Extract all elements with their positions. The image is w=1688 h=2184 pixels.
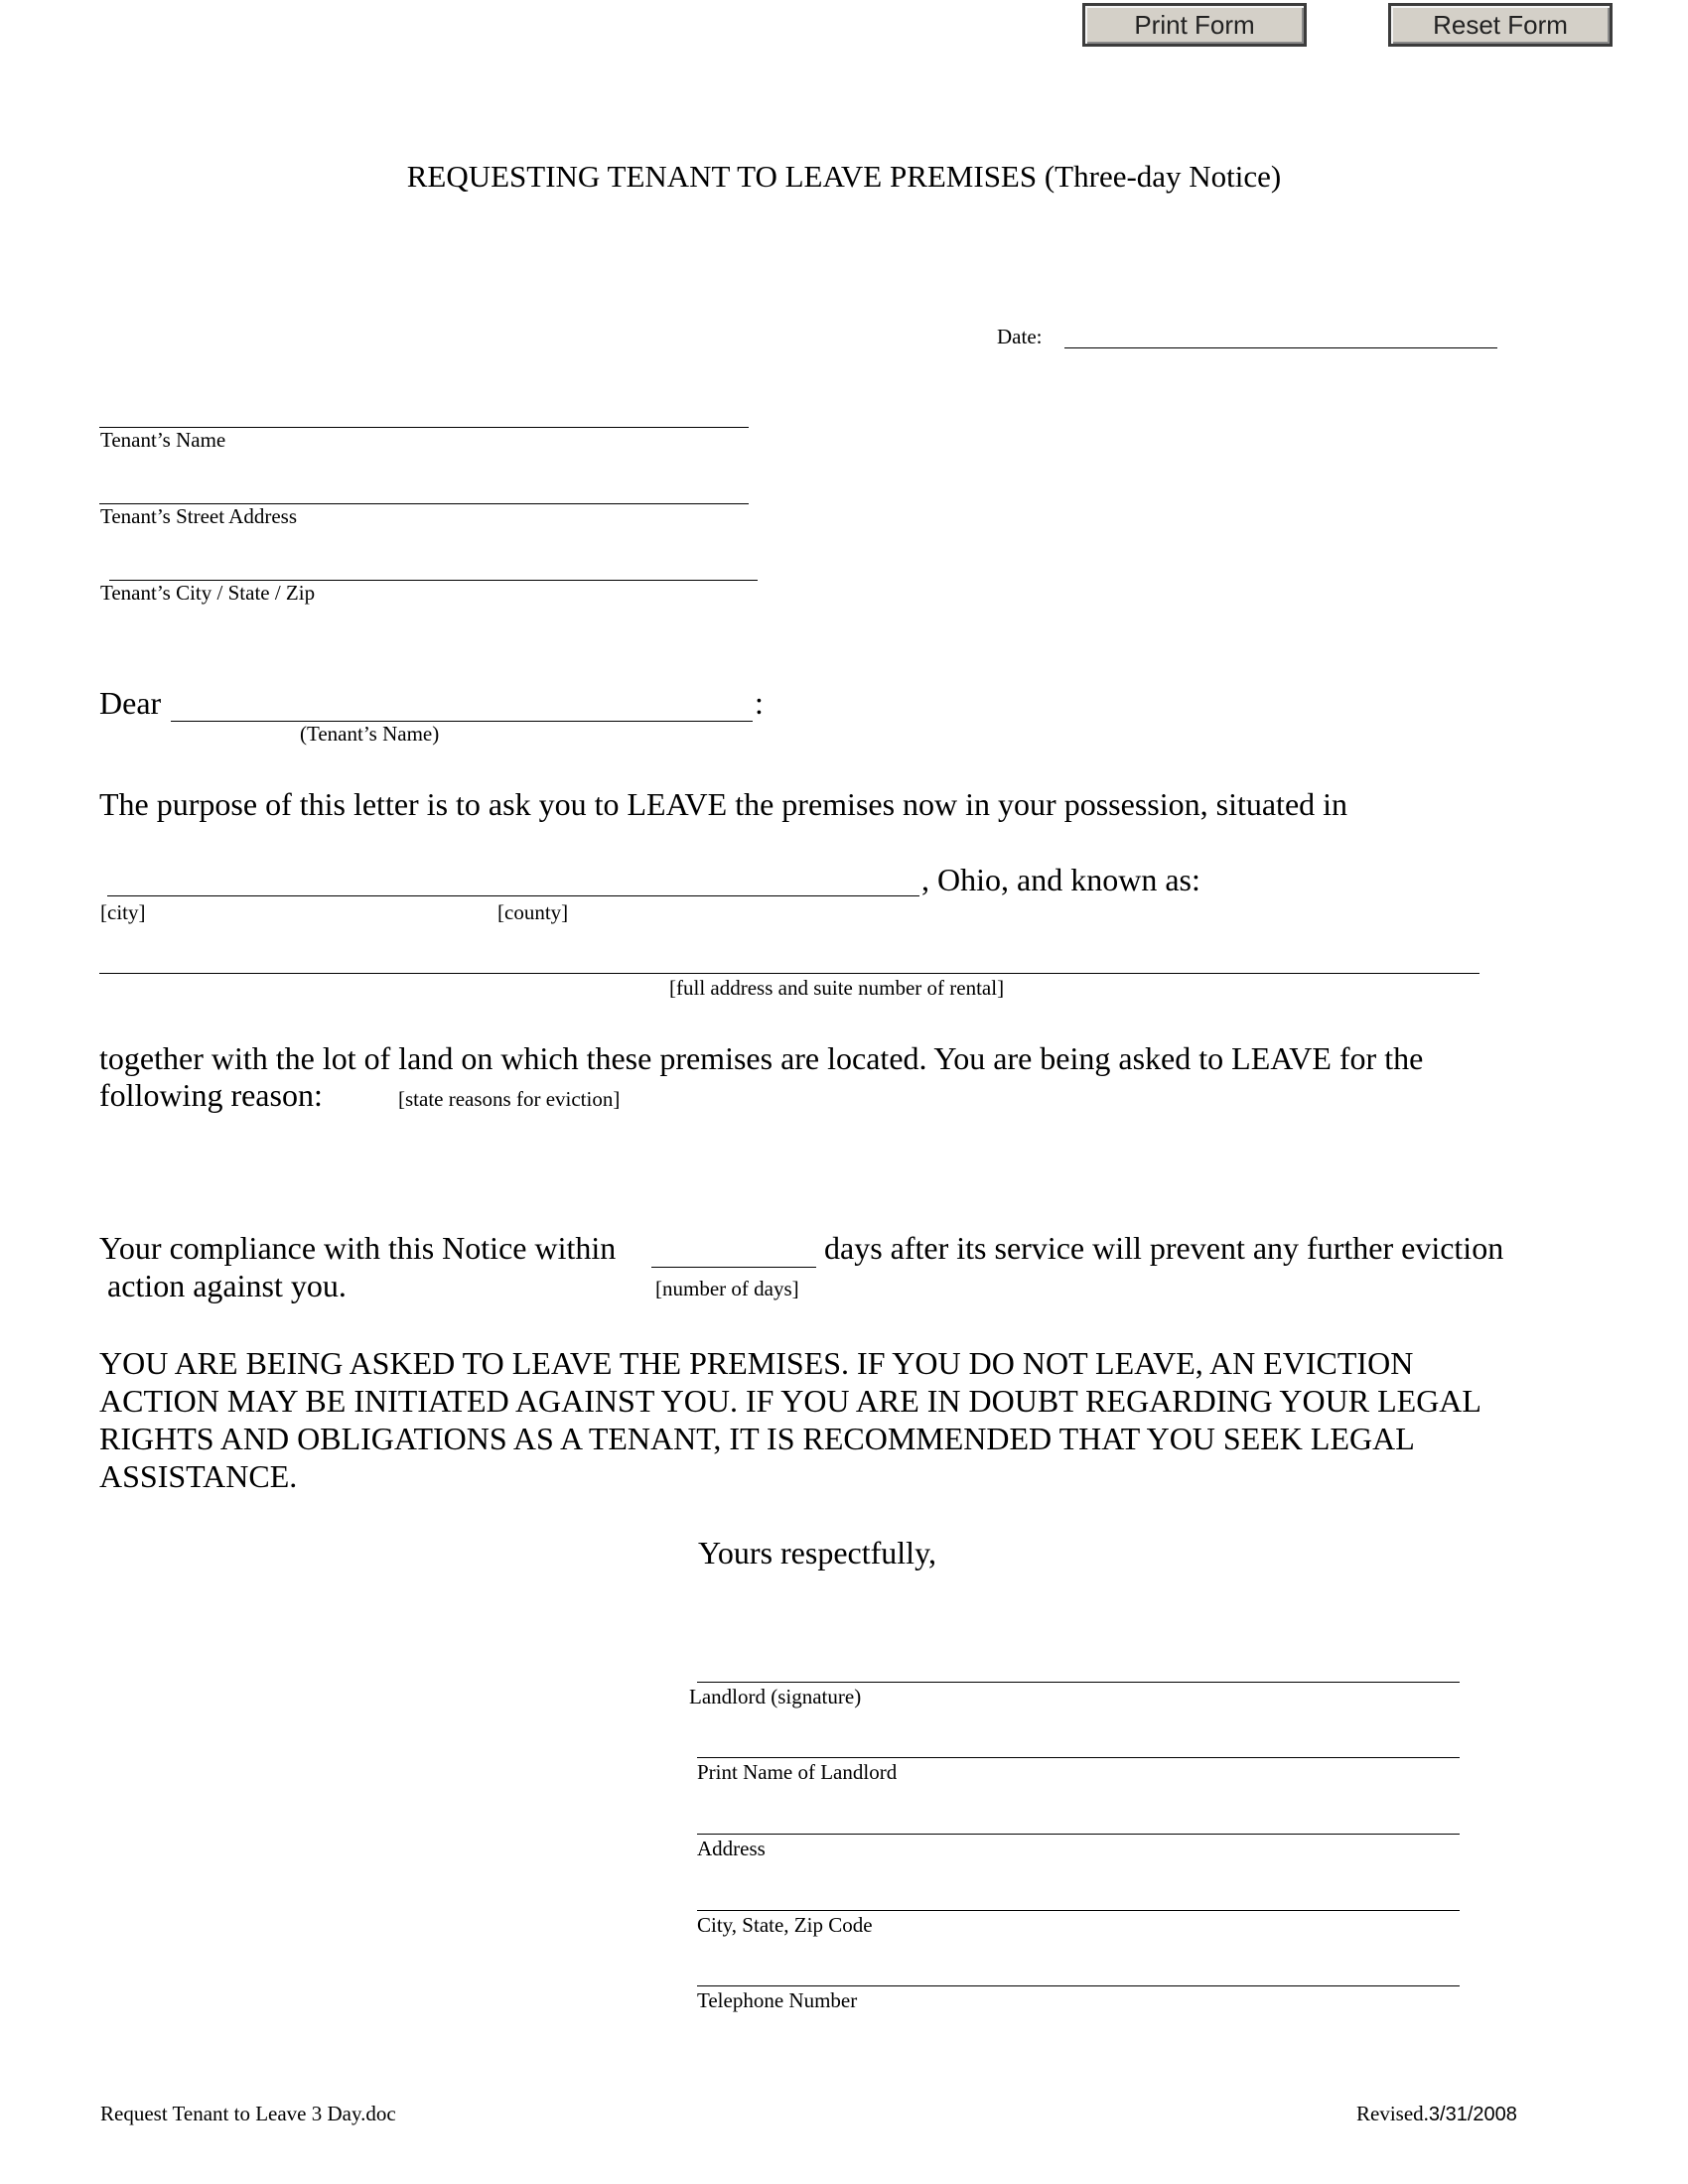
purpose-text: The purpose of this letter is to ask you to LEAVE the premises now in your possession, situated in xyxy=(99,786,1348,822)
footer-filename: Request Tenant to Leave 3 Day.doc xyxy=(100,2102,396,2125)
reason-input-area[interactable] xyxy=(397,1082,1479,1181)
landlord-phone-field[interactable] xyxy=(697,1950,1460,1986)
warning-line-2: ACTION MAY BE INITIATED AGAINST YOU. IF YOU ARE IN DOUBT REGARDING YOUR LEGAL xyxy=(99,1383,1481,1419)
page-title: REQUESTING TENANT TO LEAVE PREMISES (Three-day Notice) xyxy=(406,159,1282,194)
number-of-days-hint: [number of days] xyxy=(655,1277,799,1300)
tenant-street-label: Tenant’s Street Address xyxy=(100,504,297,528)
landlord-name-field[interactable] xyxy=(697,1721,1460,1758)
reason-text-line2: following reason: xyxy=(99,1077,323,1113)
tenant-city-label: Tenant’s City / State / Zip xyxy=(100,581,316,605)
tenant-name-label: Tenant’s Name xyxy=(100,428,226,452)
dear-tenant-name-field[interactable] xyxy=(171,685,753,722)
county-hint: [county] xyxy=(497,900,569,924)
dear-text: Dear xyxy=(99,685,162,721)
landlord-signature-label: Landlord (signature) xyxy=(689,1685,862,1708)
compliance-text-line2: action against you. xyxy=(107,1268,347,1303)
footer-revised-prefix: Revised. xyxy=(1356,2102,1429,2125)
landlord-address-label: Address xyxy=(697,1837,766,1860)
landlord-signature-field[interactable] xyxy=(697,1646,1460,1683)
footer-revised-date: 3/31/2008 xyxy=(1428,2104,1517,2125)
closing-text: Yours respectfully, xyxy=(698,1535,936,1570)
tenant-name-hint: (Tenant’s Name) xyxy=(300,722,440,746)
date-field[interactable] xyxy=(1064,312,1497,348)
reset-form-button[interactable]: Reset Form xyxy=(1388,3,1613,47)
warning-line-4: ASSISTANCE. xyxy=(99,1458,298,1494)
compliance-text-before: Your compliance with this Notice within xyxy=(99,1230,617,1266)
dear-colon: : xyxy=(755,685,764,721)
ohio-known-as-text: , Ohio, and known as: xyxy=(921,862,1200,897)
city-hint: [city] xyxy=(100,900,146,924)
footer-revised xyxy=(1356,2102,1517,2126)
warning-line-3: RIGHTS AND OBLIGATIONS AS A TENANT, IT IS RECOMMENDED THAT YOU SEEK LEGAL xyxy=(99,1421,1415,1456)
landlord-city-field[interactable] xyxy=(697,1874,1460,1911)
landlord-name-label: Print Name of Landlord xyxy=(697,1760,898,1784)
print-form-button[interactable]: Print Form xyxy=(1082,3,1307,47)
date-label: Date: xyxy=(997,325,1043,348)
city-county-field[interactable] xyxy=(107,860,919,896)
landlord-city-label: City, State, Zip Code xyxy=(697,1913,873,1937)
reason-hint: [state reasons for eviction] xyxy=(398,1087,621,1111)
number-of-days-field[interactable] xyxy=(651,1231,816,1268)
rental-address-field[interactable] xyxy=(99,937,1479,974)
rental-address-hint: [full address and suite number of rental] xyxy=(669,976,1005,1000)
tenant-city-field[interactable] xyxy=(109,544,758,581)
tenant-name-field[interactable] xyxy=(99,391,749,428)
landlord-address-field[interactable] xyxy=(697,1798,1460,1835)
landlord-phone-label: Telephone Number xyxy=(697,1988,858,2012)
warning-line-1: YOU ARE BEING ASKED TO LEAVE THE PREMISES. IF YOU DO NOT LEAVE, AN EVICTION xyxy=(99,1345,1414,1381)
compliance-text-after: days after its service will prevent any further eviction xyxy=(824,1230,1504,1266)
reason-text-line1: together with the lot of land on which these premises are located. You are being asked to LEAVE for the xyxy=(99,1040,1424,1076)
tenant-street-field[interactable] xyxy=(99,468,749,504)
